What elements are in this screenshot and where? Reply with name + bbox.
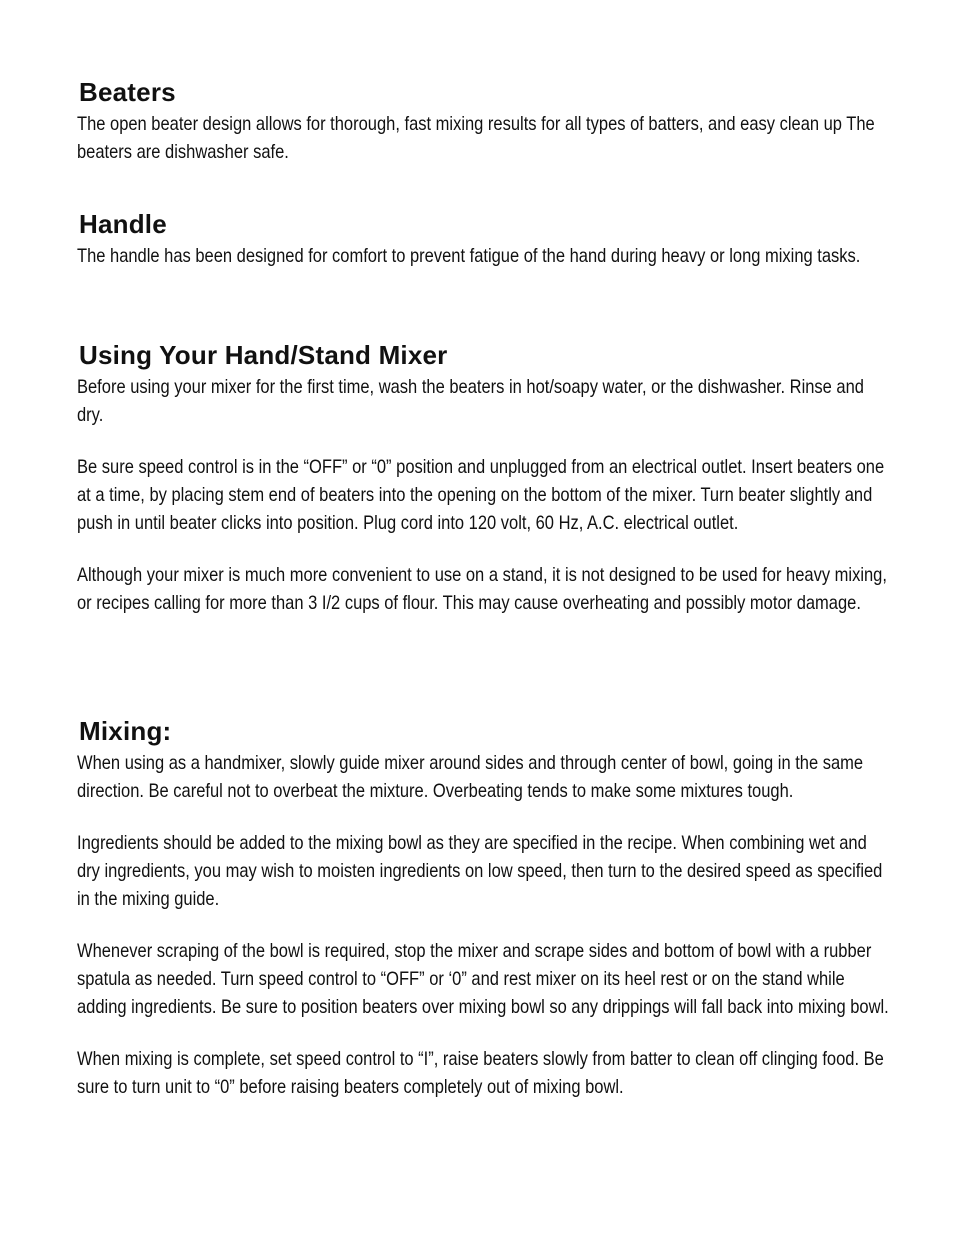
- paragraph-using-2: Be sure speed control is in the “OFF” or “0” position and unplugged from an electrical outlet. Insert beaters one at a time, by placing stem end of beaters into the opening on the bottom of the mixer. Turn beater slightly and push in until beater clicks into position. Plug cord into 120 volt, 60 Hz, A.C. electrical outlet.: [77, 457, 885, 534]
- paragraph-mixing-3: Whenever scraping of the bowl is required, stop the mixer and scrape sides and bottom of bowl with a rubber spatula as needed. Turn speed control to “OFF” or ‘0” and rest mixer on its heel rest or on the stand while adding ingredients. Be sure to position beaters over mixing bowl so any drippings will fall back into mixing bowl.: [77, 941, 889, 1018]
- heading-using: Using Your Hand/Stand Mixer: [79, 340, 448, 370]
- paragraph-mixing-2: Ingredients should be added to the mixing bowl as they are specified in the recipe. When combining wet and dry ingredients, you may wish to moisten ingredients on low speed, then turn to the desired speed as specified in the mixing guide.: [77, 833, 883, 910]
- section-handle: [77, 209, 889, 271]
- section-beaters: [77, 77, 889, 167]
- paragraph-mixing-1: When using as a handmixer, slowly guide mixer around sides and through center of bowl, going in the same direction. Be careful not to overbeat the mixture. Overbeating tends to make some mixtures tough.: [77, 753, 864, 802]
- heading-mixing: Mixing:: [79, 716, 172, 746]
- section-mixing: [77, 716, 889, 1102]
- paragraph-handle-1: The handle has been designed for comfort to prevent fatigue of the hand during heavy or long mixing tasks.: [77, 246, 861, 267]
- paragraph-mixing-4: When mixing is complete, set speed control to “I”, raise beaters slowly from batter to clean off clinging food. Be sure to turn unit to “0” before raising beaters completely out of mixing bowl.: [77, 1049, 884, 1098]
- heading-handle: Handle: [79, 209, 167, 239]
- paragraph-beaters-1: The open beater design allows for thorough, fast mixing results for all types of batters, and easy clean up The beaters are dishwasher safe.: [77, 114, 875, 163]
- section-using: [77, 340, 889, 618]
- heading-beaters: Beaters: [79, 77, 176, 107]
- paragraph-using-3: Although your mixer is much more convenient to use on a stand, it is not designed to be used for heavy mixing, or recipes calling for more than 3 I/2 cups of flour. This may cause overheating and possibly motor damage.: [77, 565, 887, 614]
- paragraph-using-1: Before using your mixer for the first time, wash the beaters in hot/soapy water, or the dishwasher. Rinse and dry.: [77, 377, 864, 426]
